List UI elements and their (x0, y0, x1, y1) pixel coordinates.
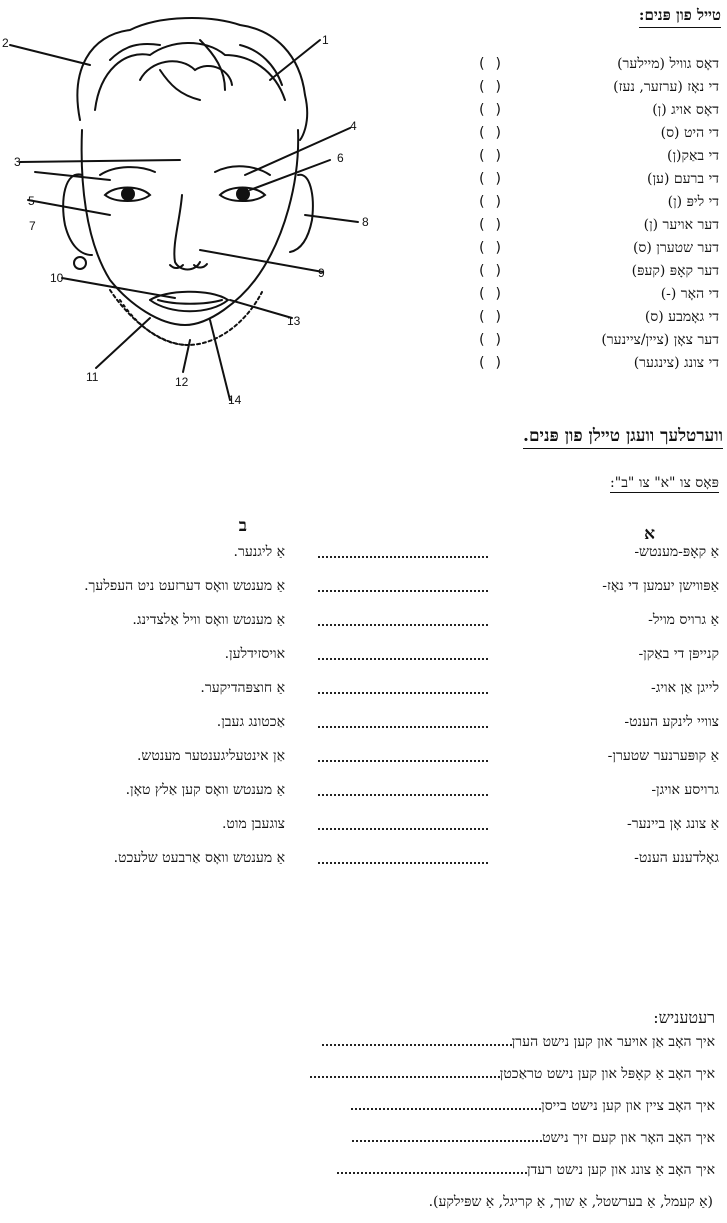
face-diagram (0, 0, 380, 410)
riddle-row (306, 1066, 715, 1092)
match-phrase: לייגן אַן אויג- (651, 680, 719, 696)
part-label: דאָס אויג (ן) (652, 102, 719, 118)
part-answer-box[interactable]: ( ) (477, 148, 503, 164)
part-label: די האָר (-) (660, 286, 719, 302)
part-row (474, 194, 719, 216)
match-meaning: אַן אינטעליגענטער מענטש. (136, 748, 285, 764)
match-phrase: קנייפּן די באַקן- (638, 646, 719, 662)
answer-line[interactable] (318, 624, 488, 626)
match-row (0, 612, 727, 640)
match-phrase: אַ צונג אָן ביינער- (627, 816, 719, 832)
part-row (474, 125, 719, 147)
match-meaning: אַ מענטש וואָס אַרבעט שלעכט. (113, 850, 285, 866)
match-row (0, 748, 727, 776)
part-row (474, 148, 719, 170)
part-row (474, 79, 719, 101)
match-row (0, 816, 727, 844)
face-number-8: 8 (362, 215, 369, 229)
riddle-text: איך האָב אַ צונג און קען נישט רעדן (526, 1162, 715, 1178)
answer-line[interactable] (318, 590, 488, 592)
riddle-row (347, 1098, 715, 1124)
riddle-row (333, 1162, 715, 1188)
part-row (474, 56, 719, 78)
part-answer-box[interactable]: ( ) (477, 125, 503, 141)
part-answer-box[interactable]: ( ) (477, 217, 503, 233)
riddle-text: איך האָב ציין און קען נישט בייסן (541, 1098, 715, 1114)
face-outline (10, 18, 358, 400)
face-number-5: 5 (28, 194, 35, 208)
answer-line[interactable] (318, 692, 488, 694)
match-phrase: גאָלדענע הענט- (634, 850, 719, 866)
riddle-text: איך האָב אַ קאָפּל און קען נישט טראַכטן (499, 1066, 715, 1082)
match-phrase: אַ קופּערנער שטערן- (607, 748, 719, 764)
match-row (0, 544, 727, 572)
riddle-answer-line[interactable] (322, 1034, 512, 1046)
part-label: דער אויער (ן) (643, 217, 719, 233)
match-row (0, 850, 727, 878)
match-phrase: צוויי לינקע הענט- (624, 714, 719, 730)
part-row (474, 309, 719, 331)
face-number-4: 4 (350, 119, 357, 133)
part-answer-box[interactable]: ( ) (477, 355, 503, 371)
riddle-text: איך האָב אַן אויער און קען נישט הערן (511, 1034, 715, 1050)
answer-line[interactable] (318, 828, 488, 830)
match-meaning: אַ מענטש וואָס וויל אַלצדינג. (132, 612, 285, 628)
match-phrase: אַ גרויס מויל- (648, 612, 719, 628)
match-row (0, 782, 727, 810)
part-answer-box[interactable]: ( ) (477, 263, 503, 279)
face-number-14: 14 (228, 393, 242, 407)
answer-line[interactable] (318, 760, 488, 762)
part-row (474, 171, 719, 193)
match-row (0, 680, 727, 708)
part-label: דאָס גוויל (מיילער) (617, 56, 719, 72)
part-answer-box[interactable]: ( ) (477, 286, 503, 302)
part-answer-box[interactable]: ( ) (477, 309, 503, 325)
match-meaning: צוגעבן מוט. (221, 816, 285, 832)
answer-line[interactable] (318, 556, 488, 558)
part-answer-box[interactable]: ( ) (477, 240, 503, 256)
part-answer-box[interactable]: ( ) (477, 56, 503, 72)
face-number-7: 7 (29, 219, 36, 233)
part-label: די באַק(ן) (667, 148, 719, 164)
match-meaning: אַ חוצפּהדיקער. (200, 680, 285, 696)
match-meaning: אויסזידלען. (224, 646, 285, 662)
match-row (0, 646, 727, 674)
answer-line[interactable] (318, 658, 488, 660)
part-label: די ליפּ (ן) (667, 194, 719, 210)
riddle-row (348, 1130, 715, 1156)
part-label: די נאָז (ערזער, נעז) (613, 79, 719, 95)
match-heading: פּאָס צו "א" צו "ב": (610, 475, 719, 491)
answer-line[interactable] (318, 862, 488, 864)
part-row (474, 355, 719, 377)
part-answer-box[interactable]: ( ) (477, 102, 503, 118)
match-meaning: אַכטונג געבן. (216, 714, 285, 730)
face-number-12: 12 (175, 375, 189, 389)
part-label: די צונג (צינגער) (633, 355, 719, 371)
face-number-13: 13 (287, 314, 301, 328)
match-phrase: אַפּווישן יעמען די נאָז- (602, 578, 719, 594)
part-answer-box[interactable]: ( ) (477, 79, 503, 95)
part-label: דער צאָן (ציין/ציינער) (601, 332, 719, 348)
part-row (474, 217, 719, 239)
part-label: דער שטערן (ס) (632, 240, 719, 256)
part-row (474, 102, 719, 124)
column-a-header: א (644, 524, 655, 544)
part-label: די ברעם (ען) (646, 171, 719, 187)
riddle-answer-line[interactable] (310, 1066, 500, 1078)
column-b-header: ב (238, 516, 247, 536)
face-number-9: 9 (318, 266, 325, 280)
riddle-answer-line[interactable] (352, 1130, 542, 1142)
part-row (474, 263, 719, 285)
match-row (0, 578, 727, 606)
answer-line[interactable] (318, 794, 488, 796)
match-row (0, 714, 727, 742)
match-meaning: אַ ליגנער. (233, 544, 285, 560)
match-meaning: אַ מענטש וואָס קען אַלץ טאָן. (125, 782, 285, 798)
face-number-3: 3 (14, 155, 21, 169)
face-number-10: 10 (50, 271, 64, 285)
riddle-answer-line[interactable] (351, 1098, 541, 1110)
part-answer-box[interactable]: ( ) (477, 194, 503, 210)
riddle-answer-key: (אַ קעמל, אַ בערשטל, אַ שוך, אַ קריגל, אַ שפּילקע). (428, 1194, 713, 1210)
match-phrase: אַ קאָפּ-מענטש- (634, 544, 719, 560)
part-label: די היט (ס) (660, 125, 719, 141)
parts-title: טייל פון פּנים: (639, 6, 721, 28)
answer-line[interactable] (318, 726, 488, 728)
riddle-answer-line[interactable] (337, 1162, 527, 1174)
riddle-row (318, 1034, 715, 1060)
match-phrase: גרויסע אויגן- (651, 782, 719, 798)
part-row (474, 332, 719, 354)
riddle-text: איך האָב האָר און קעם זיך נישט (542, 1130, 715, 1146)
part-row (474, 286, 719, 308)
part-label: די גאָמבע (ס) (644, 309, 719, 325)
face-number-1: 1 (322, 33, 329, 47)
part-row (474, 240, 719, 262)
riddles-heading: רעטעניש: (653, 1008, 715, 1027)
part-answer-box[interactable]: ( ) (477, 332, 503, 348)
face-number-2: 2 (2, 36, 9, 50)
part-answer-box[interactable]: ( ) (477, 171, 503, 187)
vocab-heading: ווערטלעך וועגן טיילן פון פּנים. (523, 426, 723, 449)
face-number-6: 6 (337, 151, 344, 165)
part-label: דער קאָפּ (קעפּ) (631, 263, 719, 279)
face-number-11: 11 (86, 370, 99, 384)
match-meaning: אַ מענטש וואָס דערזעט ניט העפלעך. (84, 578, 285, 594)
